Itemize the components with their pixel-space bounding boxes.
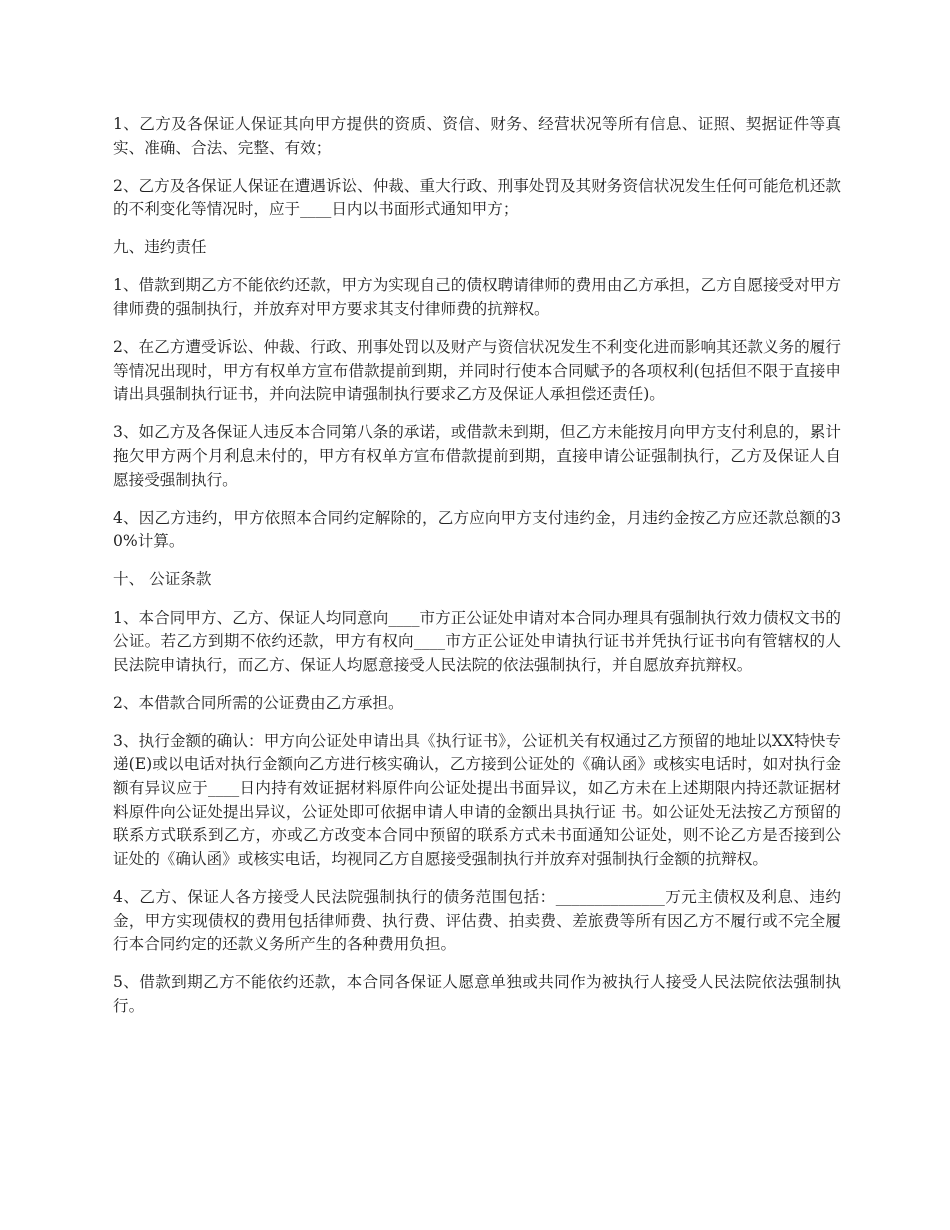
- section-heading-9: 九、违约责任: [113, 238, 207, 257]
- section-heading-10: 十、 公证条款: [113, 570, 212, 589]
- paragraph-9-3: 3、如乙方及各保证人违反本合同第八条的承诺，或借款未到期，但乙方未能按月向甲方支付利息的，累计拖欠甲方两个月利息未付的，甲方有权单方宣布借款提前到期，直接申请公证强制执行，乙方及保证人自愿接受强制执行。: [113, 423, 841, 489]
- paragraph-10-3: 3、执行金额的确认：甲方向公证处申请出具《执行证书》，公证机关有权通过乙方预留的地址以XX特快专递(E)或以电话对执行金额向乙方进行核实确认，乙方接到公证处的《确认函》或核实电话时，如对执行金额有异议应于____日内持有效证据材料原件向公证处提出书面异议，如乙方未在上述期限内持还款证据材料原件向公证处提出异议，公证处即可依据申请人申请的金额出具执行证 书。如公证处无法按乙方预留的联系方式联系到乙方，亦或乙方改变本合同中预留的联系方式未书面通知公证处，则不论乙方是否接到公证处的《确认函》或核实电话，均视同乙方自愿接受强制执行并放弃对强制执行金额的抗辩权。: [113, 731, 841, 868]
- document-page: [113, 113, 841, 1033]
- paragraph-10-4: 4、乙方、保证人各方接受人民法院强制执行的债务范围包括：______________万元主债权及利息、违约金，甲方实现债权的费用包括律师费、执行费、评估费、拍卖费、差旅费等所有因乙方不履行或不完全履行本合同约定的还款义务所产生的各种费用负担。: [113, 887, 841, 954]
- paragraph-8-2: 2、乙方及各保证人保证在遭遇诉讼、仲裁、重大行政、刑事处罚及其财务资信状况发生任何可能危机还款的不利变化等情况时，应于____日内以书面形式通知甲方；: [113, 176, 841, 219]
- paragraph-9-4: 4、因乙方违约，甲方依照本合同约定解除的，乙方应向甲方支付违约金，月违约金按乙方应还款总额的30%计算。: [113, 508, 841, 551]
- paragraph-8-1: 1、乙方及各保证人保证其向甲方提供的资质、资信、财务、经营状况等所有信息、证照、契据证件等真实、准确、合法、完整、有效；: [113, 115, 841, 157]
- paragraph-10-1: 1、本合同甲方、乙方、保证人均同意向____市方正公证处申请对本合同办理具有强制执行效力债权文书的公证。若乙方到期不依约还款，甲方有权向____市方正公证处申请执行证书并凭执行证书向有管辖权的人民法院申请执行，而乙方、保证人均愿意接受人民法院的依法强制执行，并自愿放弃抗辩权。: [113, 608, 841, 674]
- paragraph-10-2: 2、本借款合同所需的公证费由乙方承担。: [113, 693, 404, 712]
- paragraph-10-5: 5、借款到期乙方不能依约还款，本合同各保证人愿意单独或共同作为被执行人接受人民法院依法强制执行。: [113, 973, 841, 1015]
- paragraph-9-1: 1、借款到期乙方不能依约还款，甲方为实现自己的债权聘请律师的费用由乙方承担，乙方自愿接受对甲方律师费的强制执行，并放弃对甲方要求其支付律师费的抗辩权。: [113, 276, 841, 319]
- paragraph-9-2: 2、在乙方遭受诉讼、仲裁、行政、刑事处罚以及财产与资信状况发生不利变化进而影响其还款义务的履行等情况出现时，甲方有权单方宣布借款提前到期，并同时行使本合同赋予的各项权利(包括但不限于直接申请出具强制执行证书，并向法院申请强制执行要求乙方及保证人承担偿还责任)。: [113, 338, 841, 404]
